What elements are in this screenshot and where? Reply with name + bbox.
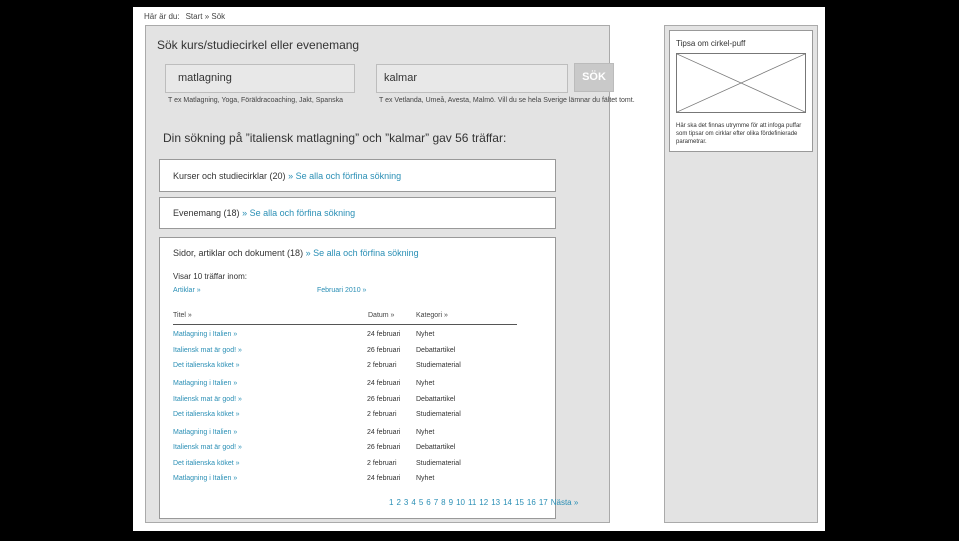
breadcrumb [144, 12, 225, 21]
search-heading: Sök kurs/studiecirkel eller evenemang [157, 38, 360, 52]
row-category: Studiematerial [416, 411, 461, 418]
image-placeholder-icon [676, 53, 806, 113]
page-canvas [133, 7, 825, 531]
row-date: 2 februari [367, 411, 397, 418]
row-category: Nyhet [416, 475, 435, 482]
events-label: Evenemang (18) [173, 208, 240, 218]
column-header-date[interactable]: Datum » [368, 312, 395, 319]
pages-title [173, 248, 419, 258]
location-hint: T ex Vetlanda, Umeå, Avesta, Malmö. Vill du se hela Sverige lämnar du fältet tomt. [379, 97, 635, 104]
events-see-all-link[interactable]: » Se alla och förfina sökning [242, 208, 356, 218]
pagination-page[interactable]: 11 [467, 498, 477, 507]
results-heading: Din sökning på ”italiensk matlagning” och ”kalmar” gav 56 träffar: [163, 131, 507, 145]
pagination-next[interactable]: Nästa » [550, 498, 579, 507]
row-date: 24 februari [367, 475, 401, 482]
main-panel [145, 25, 635, 523]
showing-label: Visar 10 träffar inom: [173, 272, 247, 281]
pagination-page[interactable]: 7 [433, 498, 439, 507]
pages-see-all-link[interactable]: » Se alla och förfina sökning [305, 248, 419, 258]
row-date: 24 februari [367, 380, 401, 387]
pages-result-box [159, 237, 579, 519]
pagination [389, 498, 581, 507]
row-title-link[interactable]: Italiensk mat är god! » [173, 396, 242, 403]
row-date: 24 februari [367, 429, 401, 436]
row-date: 2 februari [367, 362, 397, 369]
breadcrumb-label: Här är du: [144, 12, 180, 21]
pagination-page[interactable]: 5 [418, 498, 424, 507]
row-title-link[interactable]: Matlagning i Italien » [173, 475, 238, 482]
courses-label: Kurser och studiecirklar (20) [173, 171, 286, 181]
pagination-page[interactable]: 14 [503, 498, 513, 507]
row-title-link[interactable]: Det italienska köket » [173, 362, 240, 369]
courses-result-box [159, 159, 556, 192]
row-title-link[interactable]: Det italienska köket » [173, 460, 240, 467]
column-header-category[interactable]: Kategori » [416, 312, 448, 319]
pagination-page[interactable]: 4 [411, 498, 416, 507]
row-title-link[interactable]: Matlagning i Italien » [173, 429, 238, 436]
search-button[interactable]: SÖK [574, 63, 614, 92]
pagination-page[interactable]: 6 [426, 498, 431, 507]
search-query-input[interactable]: matlagning [165, 64, 355, 93]
side-panel [664, 25, 818, 523]
pagination-page[interactable]: 13 [491, 498, 501, 507]
pagination-page[interactable]: 10 [456, 498, 465, 507]
row-category: Studiematerial [416, 362, 461, 369]
filter-february-link[interactable]: Februari 2010 » [317, 287, 367, 294]
table-header-divider [173, 324, 517, 325]
row-category: Nyhet [416, 380, 435, 387]
row-title-link[interactable]: Italiensk mat är god! » [173, 444, 242, 451]
pagination-page[interactable]: 8 [441, 498, 446, 507]
tip-text: Här ska det finnas utrymme för att infoga puffar som tipsar om cirklar efter olika fördefinierade parametrar. [676, 123, 802, 145]
tip-box [669, 30, 813, 152]
pagination-page[interactable]: 1 [389, 498, 394, 507]
pagination-page[interactable]: 9 [448, 498, 454, 507]
column-header-title[interactable]: Titel » [173, 312, 192, 319]
row-category: Debattartikel [416, 396, 456, 403]
row-title-link[interactable]: Matlagning i Italien » [173, 380, 238, 387]
row-category: Debattartikel [416, 444, 456, 451]
row-category: Debattartikel [416, 347, 456, 354]
row-date: 2 februari [367, 460, 397, 467]
search-location-input[interactable]: kalmar [376, 64, 568, 93]
row-category: Studiematerial [416, 460, 461, 467]
pagination-page[interactable]: 12 [479, 498, 489, 507]
courses-see-all-link[interactable]: » Se alla och förfina sökning [288, 171, 402, 181]
row-date: 26 februari [367, 396, 401, 403]
pagination-page[interactable]: 17 [538, 498, 548, 507]
row-date: 26 februari [367, 347, 401, 354]
breadcrumb-path[interactable]: Start » Sök [185, 12, 226, 21]
filter-articles-link[interactable]: Artiklar » [173, 287, 201, 294]
events-result-box [159, 197, 556, 229]
row-category: Nyhet [416, 331, 435, 338]
row-title-link[interactable]: Det italienska köket » [173, 411, 240, 418]
row-date: 26 februari [367, 444, 401, 451]
tip-title: Tipsa om cirkel-puff [676, 39, 746, 48]
row-title-link[interactable]: Matlagning i Italien » [173, 331, 238, 338]
pagination-page[interactable]: 2 [396, 498, 401, 507]
row-title-link[interactable]: Italiensk mat är god! » [173, 347, 242, 354]
row-date: 24 februari [367, 331, 401, 338]
pagination-page[interactable]: 3 [403, 498, 409, 507]
query-hint: T ex Matlagning, Yoga, Föräldracoaching, Jakt, Spanska [168, 97, 343, 104]
pagination-page[interactable]: 16 [526, 498, 536, 507]
pages-label: Sidor, artiklar och dokument (18) [173, 248, 304, 258]
row-category: Nyhet [416, 429, 435, 436]
pagination-page[interactable]: 15 [515, 498, 524, 507]
